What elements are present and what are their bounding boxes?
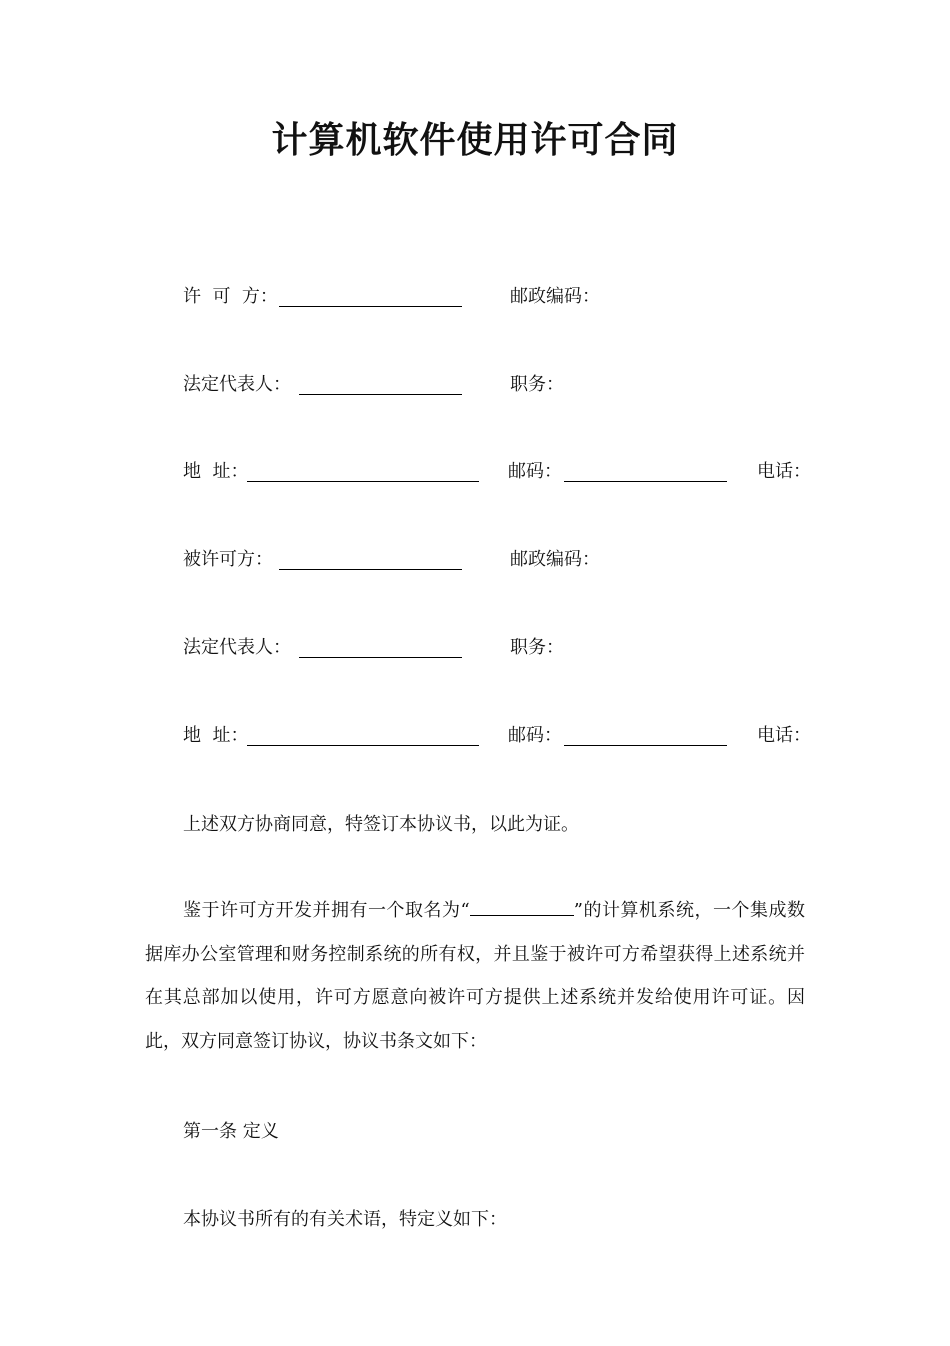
licensee-zip-field[interactable]: [564, 745, 727, 746]
licensee-name-field[interactable]: [279, 569, 462, 570]
licensor-address-row: [0, 460, 950, 484]
licensee-name-row: [0, 548, 950, 572]
licensee-position-label: 职务：: [510, 637, 564, 658]
preamble-text-end: ”的计算机系统，一个集成数据库办公室管理和财务控制系统的所有权，并且鉴于被许可方希望获得上述系统并在其总部加以使用，许可方愿意向被许可方提供上述系统并发给使用许可证。因此，双方同意签订协议，协议书条文如下：: [145, 900, 806, 1052]
licensee-rep-field[interactable]: [299, 657, 462, 658]
licensee-phone-label: 电话：: [757, 725, 811, 746]
licensee-address-label: 地 址：: [183, 725, 249, 746]
licensor-position-label: 职务：: [510, 374, 564, 395]
licensee-postcode-label: 邮政编码：: [510, 549, 600, 570]
licensor-rep-field[interactable]: [299, 394, 462, 395]
licensee-zip-label: 邮码：: [508, 725, 562, 746]
agreement-statement: 上述双方协商同意，特签订本协议书，以此为证。: [183, 814, 579, 835]
licensor-name-row: [0, 285, 950, 309]
licensor-postcode-label: 邮政编码：: [510, 286, 600, 307]
licensee-name-label: 被许可方：: [183, 549, 273, 570]
licensor-rep-row: [0, 373, 950, 397]
licensor-address-field[interactable]: [247, 481, 479, 482]
licensee-address-field[interactable]: [247, 745, 479, 746]
licensee-rep-row: [0, 636, 950, 660]
licensor-name-label: 许 可 方：: [183, 286, 278, 307]
licensee-rep-label: 法定代表人：: [183, 637, 291, 658]
licensee-address-row: [0, 724, 950, 748]
preamble-text-start: 鉴于许可方开发并拥有一个取名为“: [183, 900, 470, 921]
document-title: 计算机软件使用许可合同: [271, 120, 679, 161]
licensor-address-label: 地 址：: [183, 461, 249, 482]
system-name-blank[interactable]: [470, 897, 574, 916]
preamble-paragraph: [145, 889, 805, 1063]
licensor-phone-label: 电话：: [757, 461, 811, 482]
licensor-rep-label: 法定代表人：: [183, 374, 291, 395]
licensor-zip-label: 邮码：: [508, 461, 562, 482]
article-one-heading: 第一条 定义: [183, 1121, 279, 1142]
definitions-intro: 本协议书所有的有关术语，特定义如下：: [183, 1209, 507, 1230]
licensor-name-field[interactable]: [279, 306, 462, 307]
licensor-zip-field[interactable]: [564, 481, 727, 482]
